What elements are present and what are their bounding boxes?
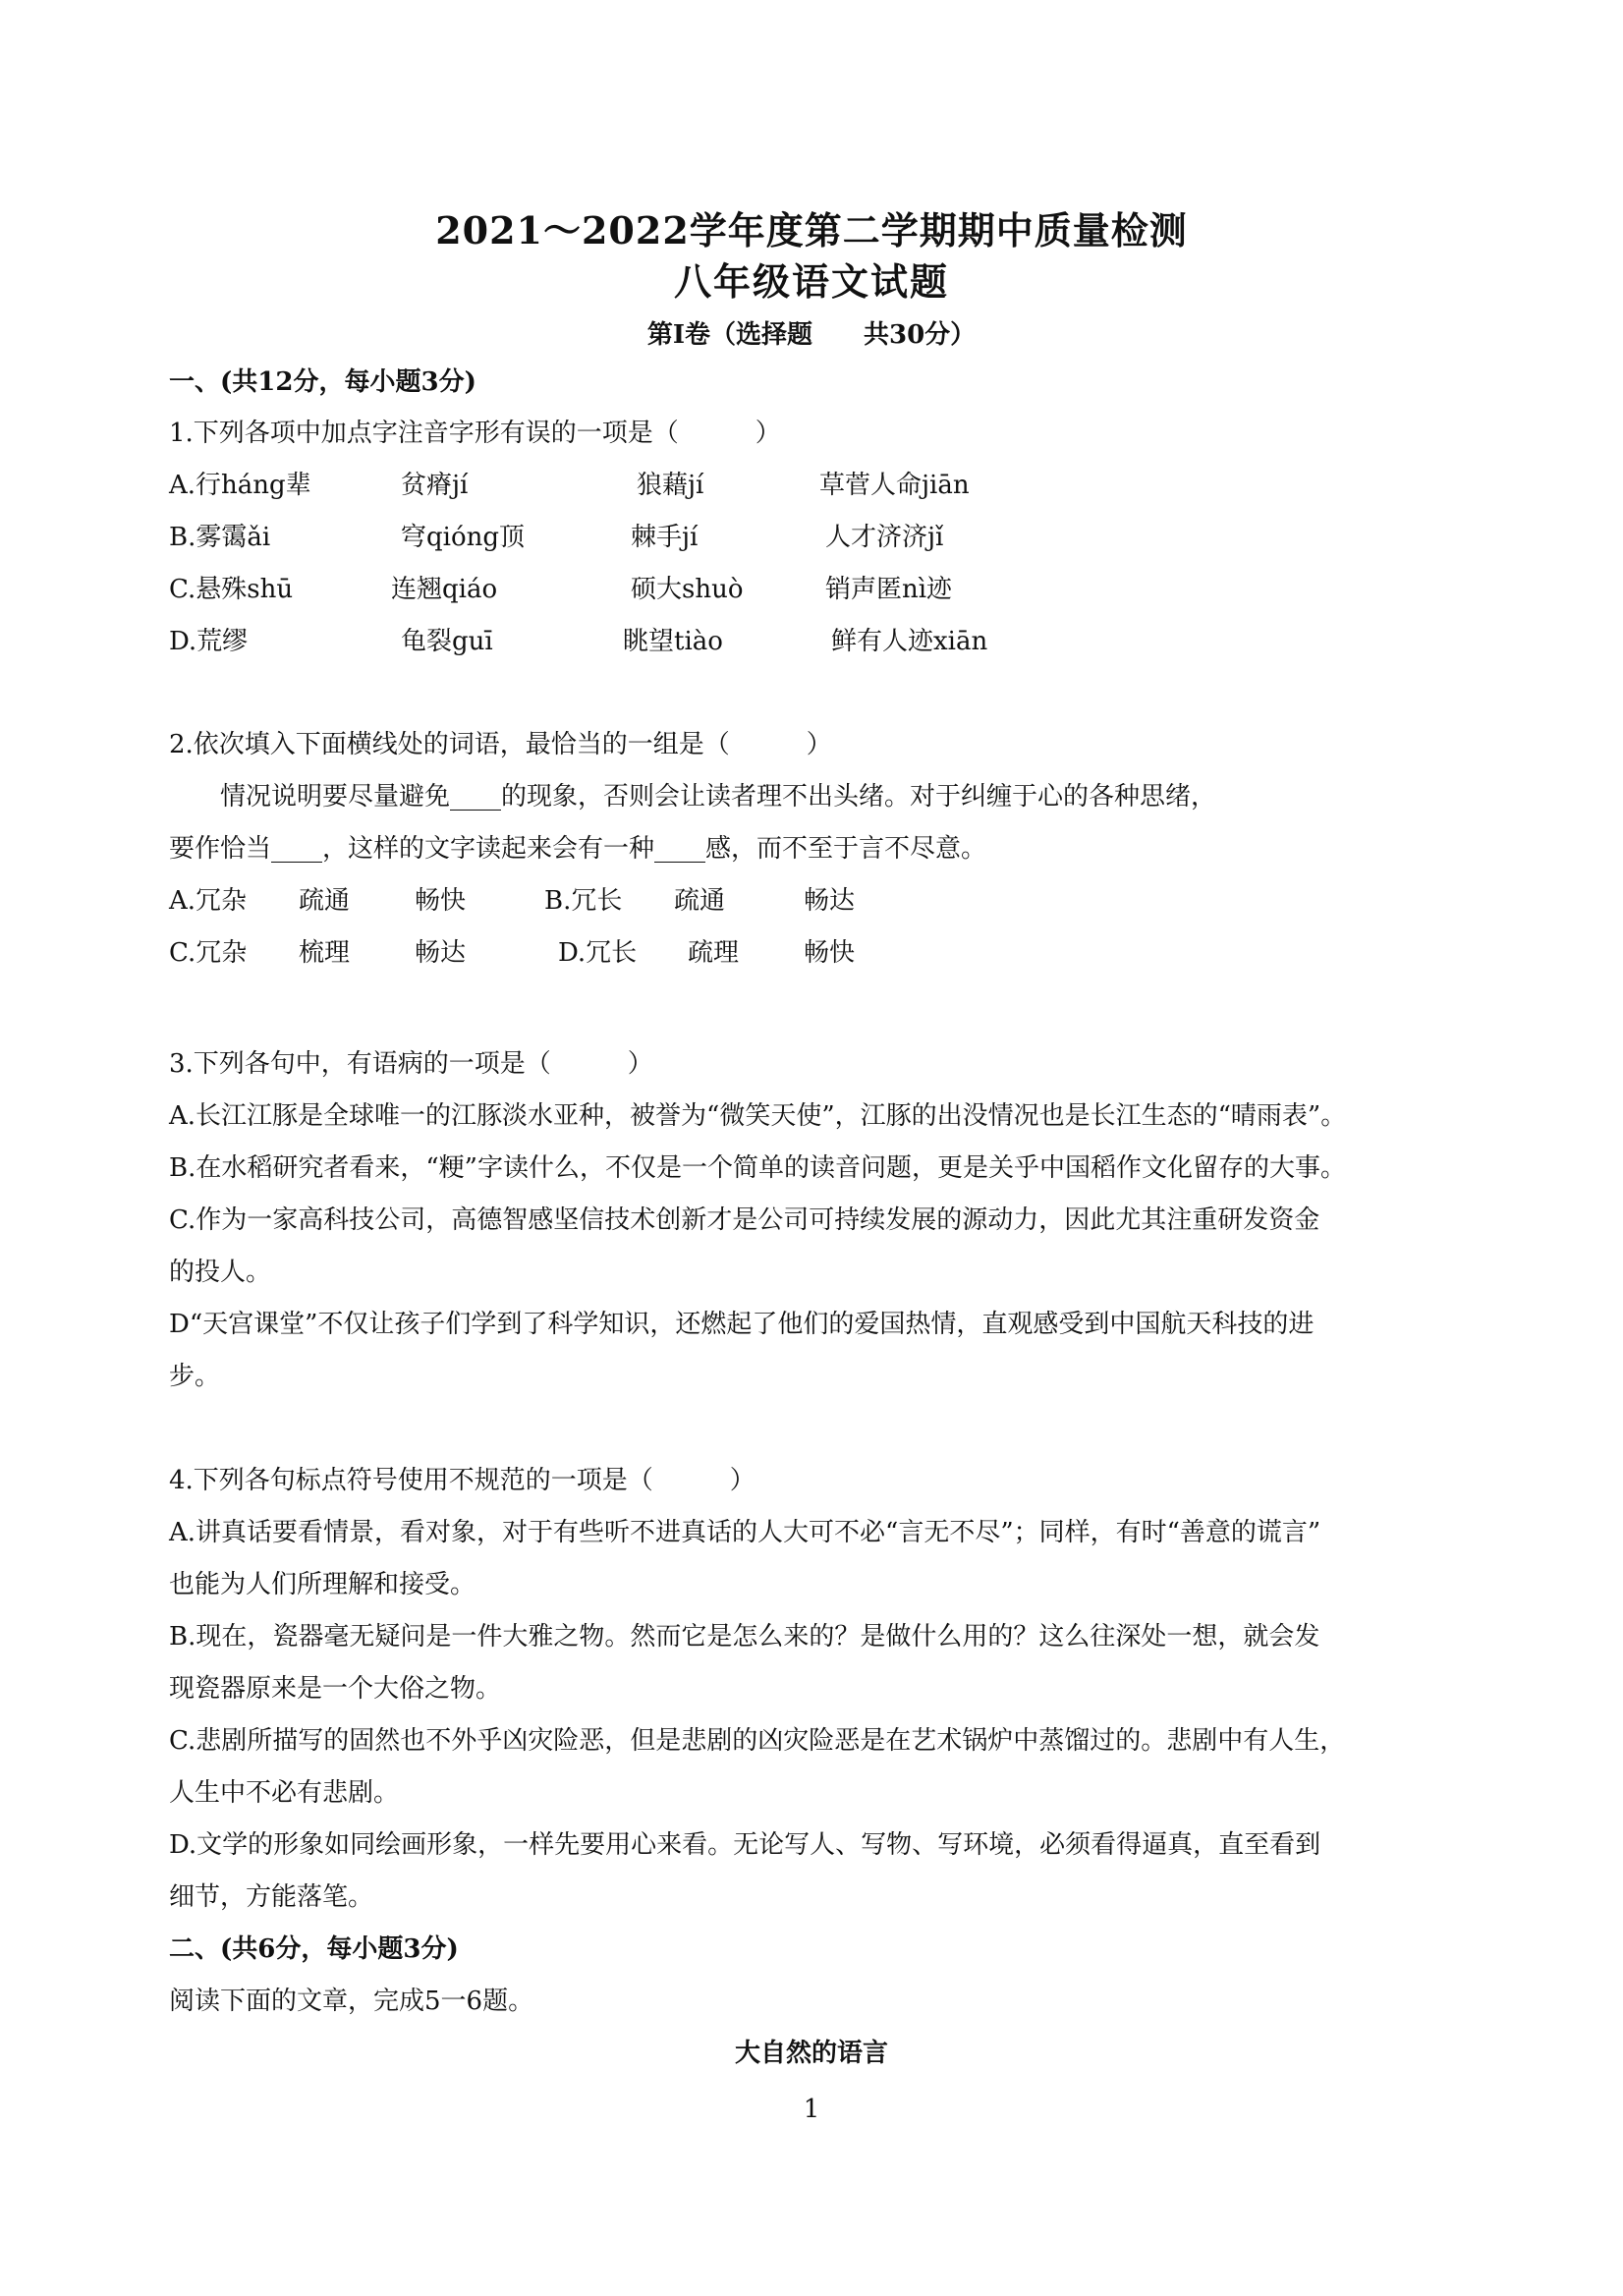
q4-option-c-line-2: 人生中不必有悲剧。	[169, 1778, 400, 1808]
q1-option-c-3: 硕大shuò	[631, 575, 744, 604]
q2-option-d-3: 畅快	[804, 938, 856, 968]
q1-option-b-2: 穹qióng顶	[401, 523, 526, 552]
q1-option-b-4: 人才济济jǐ	[825, 523, 944, 552]
q4-option-a-line-2: 也能为人们所理解和接受。	[169, 1570, 476, 1599]
q2-option-d-2: 疏理	[688, 938, 740, 968]
q1-option-b-3: 棘手jí	[631, 523, 699, 552]
article-title: 大自然的语言	[734, 2039, 888, 2068]
q3-option-b: B.在水稻研究者看来，“粳”字读什么，不仅是一个简单的读音问题，更是关乎中国稻作文化留存的大事。	[169, 1153, 1346, 1183]
section2-heading: 二、(共6分，每小题3分)	[169, 1934, 459, 1964]
q2-stem: 2.依次填入下面横线处的词语，最恰当的一组是（ ）	[169, 730, 832, 759]
q2-option-b-2: 疏通	[674, 886, 726, 916]
q2-option-a-1: A.冗杂	[169, 886, 248, 916]
q1-option-c-1: C.悬殊shū	[169, 575, 294, 604]
q1-stem: 1.下列各项中加点字注音字形有误的一项是（ ）	[169, 419, 781, 448]
q2-passage-line-1: 情况说明要尽量避免____的现象，否则会让读者理不出头绪。对于纠缠于心的各种思绪，	[169, 782, 1217, 812]
section2-instruction: 阅读下面的文章，完成5一6题。	[169, 1987, 534, 2016]
q4-option-c-line-1: C.悲剧所描写的固然也不外乎凶灾险恶，但是悲剧的凶灾险恶是在艺术锅炉中蒸馏过的。悲剧中有人生，	[169, 1726, 1346, 1756]
q3-option-c-line-1: C.作为一家高科技公司，高德智感坚信技术创新才是公司可持续发展的源动力，因此尤其注重研发资金	[169, 1205, 1320, 1235]
q1-option-a-2: 贫瘠jí	[401, 471, 469, 500]
exam-title: 2021～2022学年度第二学期期中质量检测	[435, 208, 1188, 252]
q1-option-d-1: D.荒缪	[169, 627, 249, 656]
q4-option-d-line-1: D.文学的形象如同绘画形象，一样先要用心来看。无论写人、写物、写环境，必须看得逼真，直至看到	[169, 1830, 1321, 1860]
q2-option-b-3: 畅达	[804, 886, 856, 916]
q4-option-b-line-1: B.现在，瓷器毫无疑问是一件大雅之物。然而它是怎么来的？是做什么用的？这么往深处一想，就会发	[169, 1622, 1320, 1652]
q4-stem: 4.下列各句标点符号使用不规范的一项是（ ）	[169, 1466, 756, 1495]
q1-option-b-1: B.雾霭ǎi	[169, 523, 271, 552]
exam-subtitle: 八年级语文试题	[673, 259, 949, 304]
page-number: 1	[803, 2095, 820, 2124]
q2-option-a-3: 畅快	[415, 886, 467, 916]
q1-option-d-3: 眺望tiào	[623, 627, 723, 656]
q2-option-c-1: C.冗杂	[169, 938, 248, 968]
q3-stem: 3.下列各句中，有语病的一项是（ ）	[169, 1049, 653, 1079]
q4-option-b-line-2: 现瓷器原来是一个大俗之物。	[169, 1674, 502, 1704]
volume-heading: 第Ⅰ卷（选择题 共30分）	[646, 320, 977, 350]
q2-option-c-2: 梳理	[299, 938, 351, 968]
q2-option-c-3: 畅达	[415, 938, 467, 968]
q3-option-d-line-2: 步。	[169, 1362, 221, 1391]
q1-option-d-2: 龟裂guī	[401, 627, 493, 656]
q3-option-d-line-1: D“天宫课堂”不仅让孩子们学到了科学知识，还燃起了他们的爱国热情，直观感受到中国航天科技的进	[169, 1310, 1315, 1339]
q2-option-b-1: B.冗长	[544, 886, 623, 916]
q1-option-c-4: 销声匿nì迹	[825, 575, 953, 604]
q1-option-d-4: 鲜有人迹xiān	[831, 627, 988, 656]
q1-option-a-4: 草菅人命jiān	[819, 471, 970, 500]
q2-option-a-2: 疏通	[299, 886, 351, 916]
section1-heading: 一、(共12分，每小题3分)	[169, 367, 476, 397]
q2-option-d-1: D.冗长	[558, 938, 638, 968]
q1-option-a-3: 狼藉jí	[637, 471, 704, 500]
q4-option-d-line-2: 细节，方能落笔。	[169, 1882, 374, 1912]
q3-option-c-line-2: 的投人。	[169, 1258, 272, 1287]
q4-option-a-line-1: A.讲真话要看情景，看对象，对于有些听不进真话的人大可不必“言无不尽”；同样，有时“善意的谎言”	[169, 1518, 1321, 1547]
q2-passage-line-2: 要作恰当____，这样的文字读起来会有一种____感，而不至于言不尽意。	[169, 834, 987, 864]
q1-option-a-1: A.行háng辈	[169, 471, 311, 500]
q1-option-c-2: 连翘qiáo	[391, 575, 498, 604]
q3-option-a: A.长江江豚是全球唯一的江豚淡水亚种，被誉为“微笑天使”，江豚的出没情况也是长江生态的“晴雨表”。	[169, 1101, 1347, 1131]
